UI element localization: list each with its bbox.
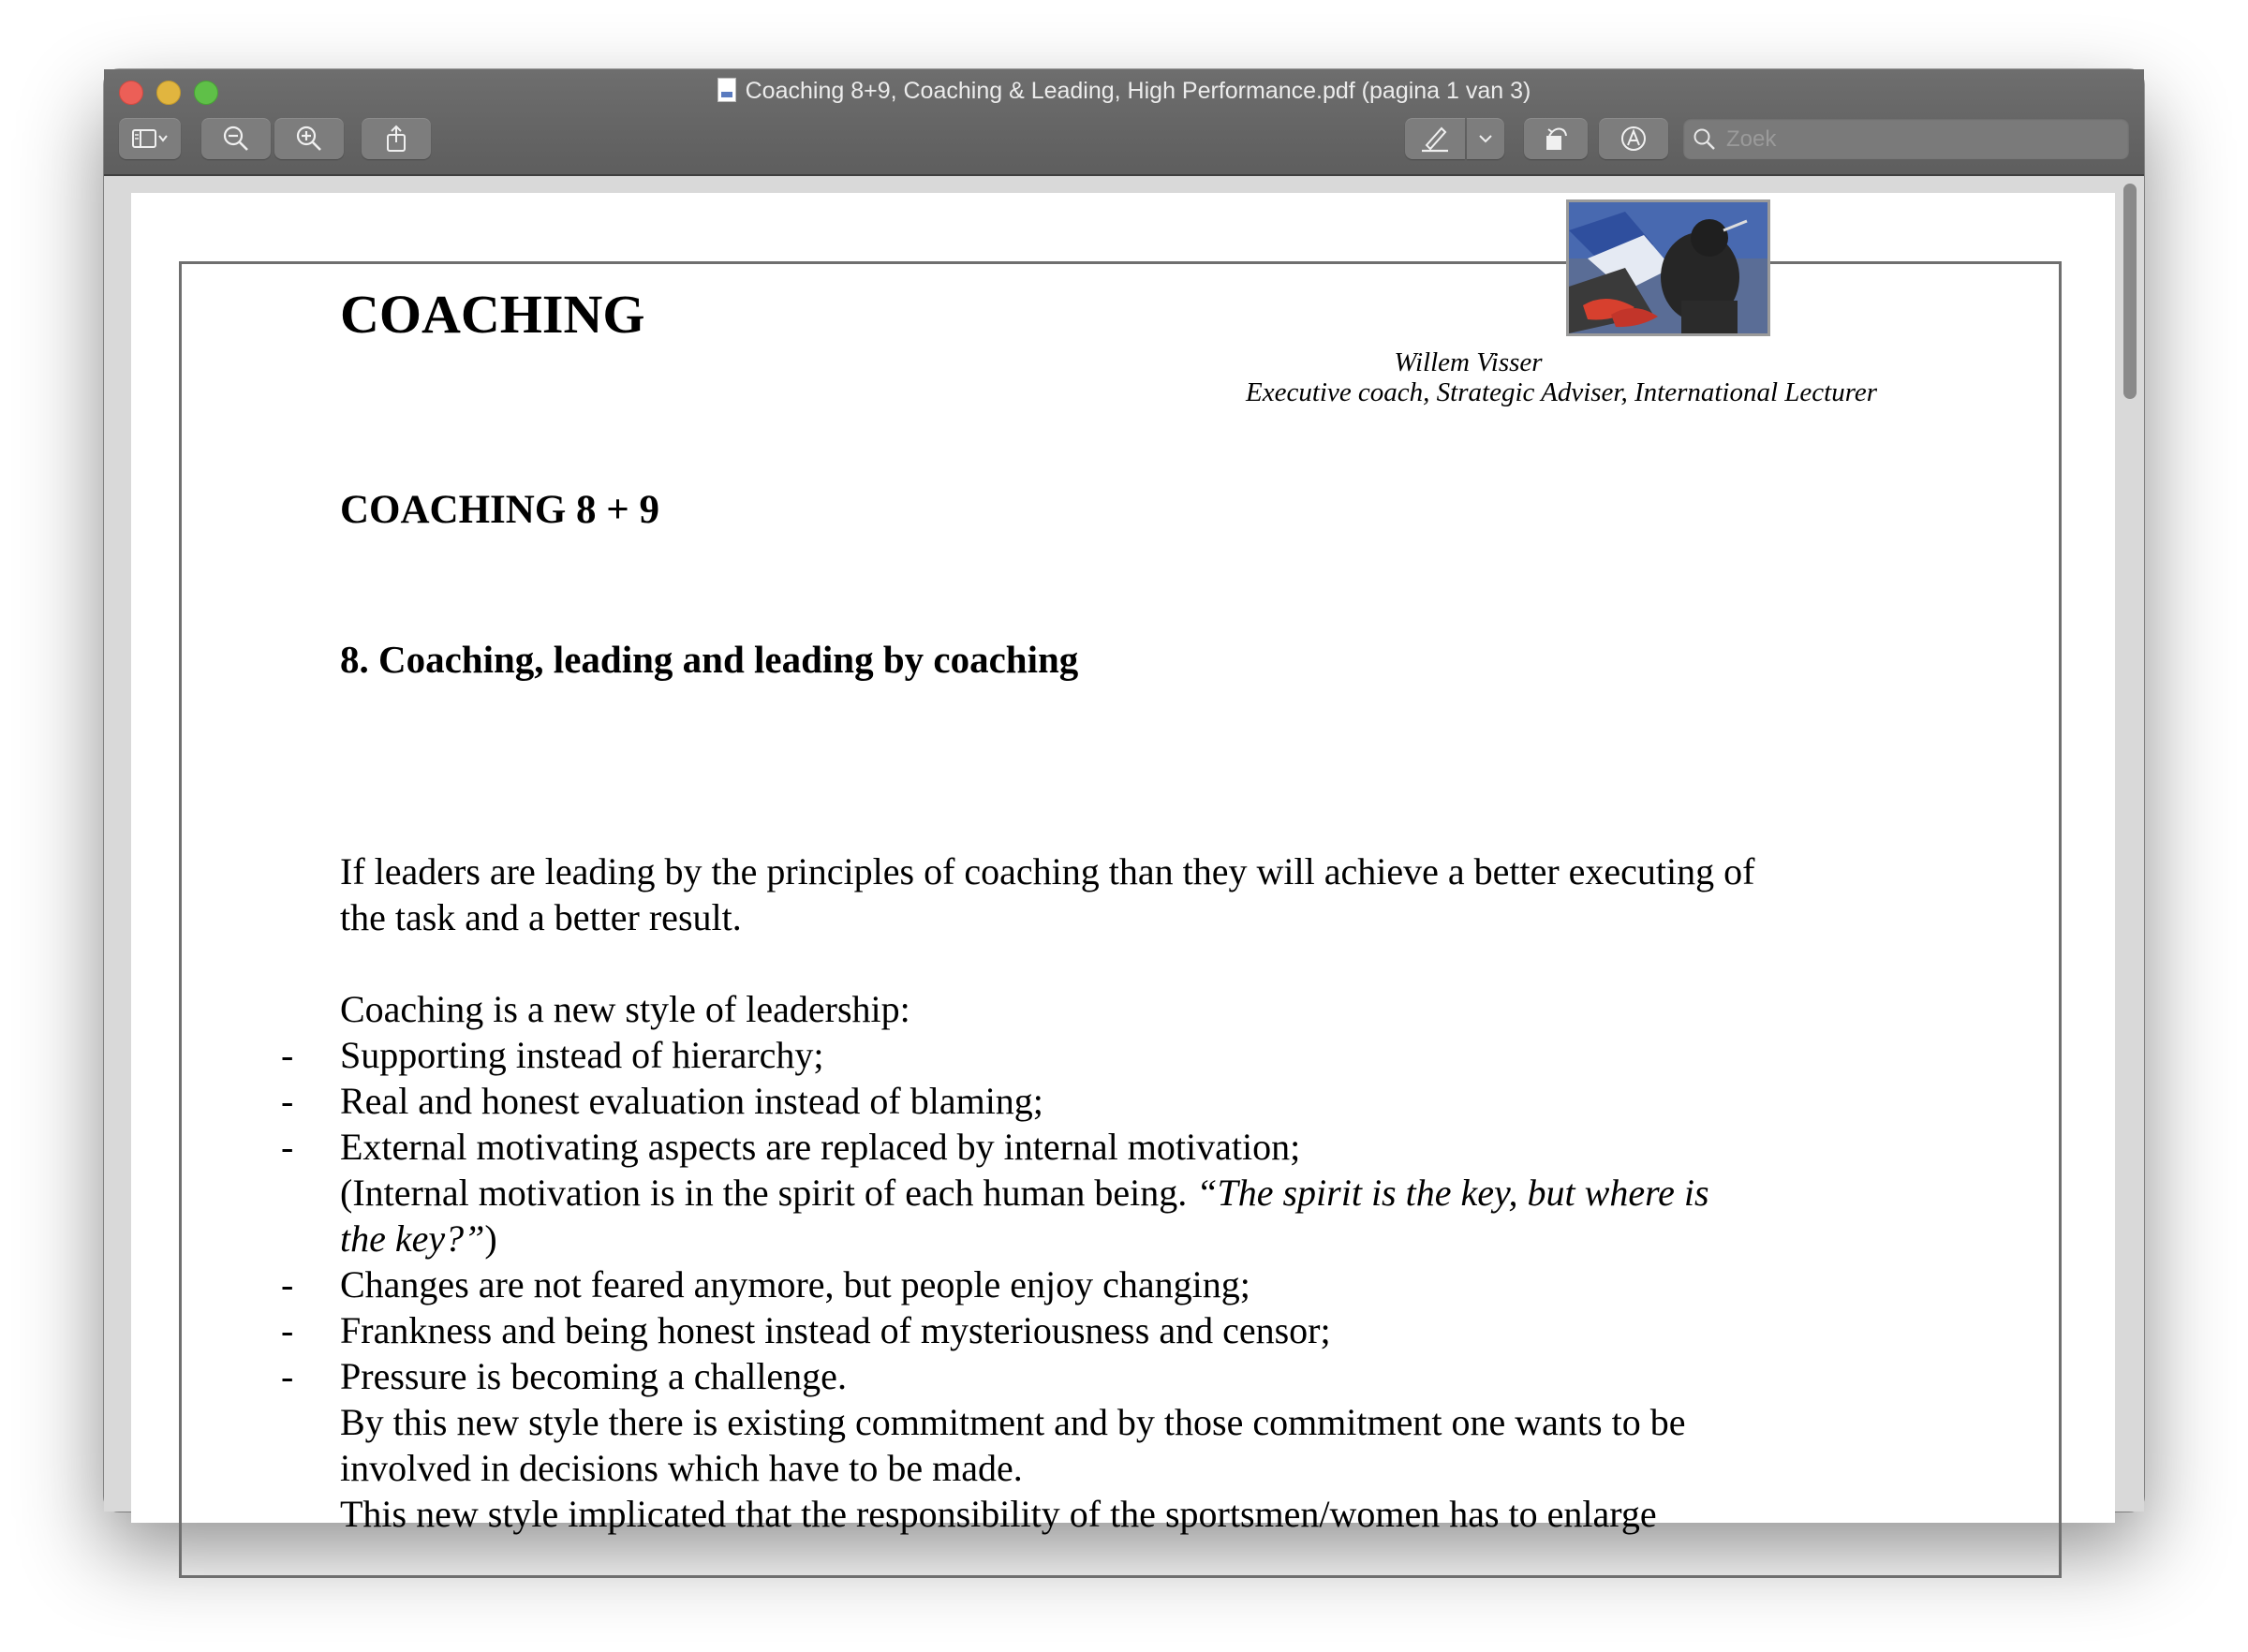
paragraph-line: If leaders are leading by the principles of coaching than they will achieve a better executing of xyxy=(340,850,1755,892)
share-button[interactable] xyxy=(362,118,431,159)
list-item: Supporting instead of hierarchy; xyxy=(340,1034,824,1076)
zoom-in-button[interactable] xyxy=(274,118,344,159)
search-field[interactable] xyxy=(1683,118,2129,159)
clipped-line-container xyxy=(104,1491,2144,1535)
quote-text: “The spirit is the key, but where is xyxy=(1196,1172,1709,1214)
document-title: COACHING xyxy=(340,284,645,345)
list-item: Frankness and being honest instead of mysteriousness and censor; xyxy=(340,1309,1331,1351)
paragraph-line: the task and a better result. xyxy=(340,896,742,938)
titlebar xyxy=(104,69,2144,176)
search-icon xyxy=(1693,127,1717,156)
paragraph-line xyxy=(340,1216,497,1261)
share-icon xyxy=(383,124,409,154)
window-title-area xyxy=(104,75,2144,107)
pdf-document-icon xyxy=(717,78,736,102)
list-item: Real and honest evaluation instead of blaming; xyxy=(340,1080,1043,1122)
zoom-in-icon xyxy=(295,125,323,153)
rotate-button[interactable] xyxy=(1524,118,1588,159)
highlight-button[interactable] xyxy=(1405,118,1465,159)
bullet-marker: - xyxy=(281,1309,294,1351)
highlight-options-button[interactable] xyxy=(1467,118,1504,159)
vertical-scrollbar[interactable] xyxy=(2123,184,2137,399)
zoom-out-icon xyxy=(222,125,250,153)
paragraph-line: This new style implicated that the responsibility of the sportsmen/women has to enlarge xyxy=(340,1493,1657,1535)
author-photo xyxy=(1566,199,1770,336)
sidebar-icon xyxy=(131,127,169,150)
search-input[interactable] xyxy=(1724,118,2122,161)
list-item: External motivating aspects are replaced by internal motivation; xyxy=(340,1126,1301,1168)
bullet-marker: - xyxy=(281,1080,294,1122)
list-item: Pressure is becoming a challenge. xyxy=(340,1355,847,1397)
markup-toolbar-button[interactable] xyxy=(1599,118,1668,159)
section-heading: 8. Coaching, leading and leading by coaching xyxy=(340,638,1079,681)
bullet-marker: - xyxy=(281,1263,294,1305)
author-role: Executive coach, Strategic Adviser, International Lecturer xyxy=(1246,377,1878,407)
paragraph-line: By this new style there is existing commitment and by those commitment one wants to be xyxy=(340,1401,1686,1443)
note-text: (Internal motivation is in the spirit of each human being. xyxy=(340,1172,1188,1214)
paragraph-line: involved in decisions which have to be made. xyxy=(340,1447,1023,1489)
pen-icon xyxy=(1419,125,1451,153)
quote-text: the key?” xyxy=(340,1217,485,1260)
document-subtitle: COACHING 8 + 9 xyxy=(340,488,660,532)
bullet-marker: - xyxy=(281,1034,294,1076)
rotate-icon xyxy=(1541,124,1571,154)
bullet-marker: - xyxy=(281,1126,294,1168)
author-name: Willem Visser xyxy=(1394,347,1543,377)
window-title: Coaching 8+9, Coaching & Leading, High Performance.pdf (pagina 1 van 3) xyxy=(745,78,1531,104)
note-text: ) xyxy=(484,1217,497,1260)
bullet-marker: - xyxy=(281,1355,294,1397)
list-item: Changes are not feared anymore, but people enjoy changing; xyxy=(340,1263,1250,1305)
zoom-out-button[interactable] xyxy=(201,118,271,159)
chevron-down-icon xyxy=(1477,132,1494,145)
paragraph-line xyxy=(340,1170,1709,1216)
sidebar-toggle-button[interactable] xyxy=(119,118,181,159)
markup-circle-icon xyxy=(1619,124,1649,154)
paragraph-line: Coaching is a new style of leadership: xyxy=(340,988,910,1030)
